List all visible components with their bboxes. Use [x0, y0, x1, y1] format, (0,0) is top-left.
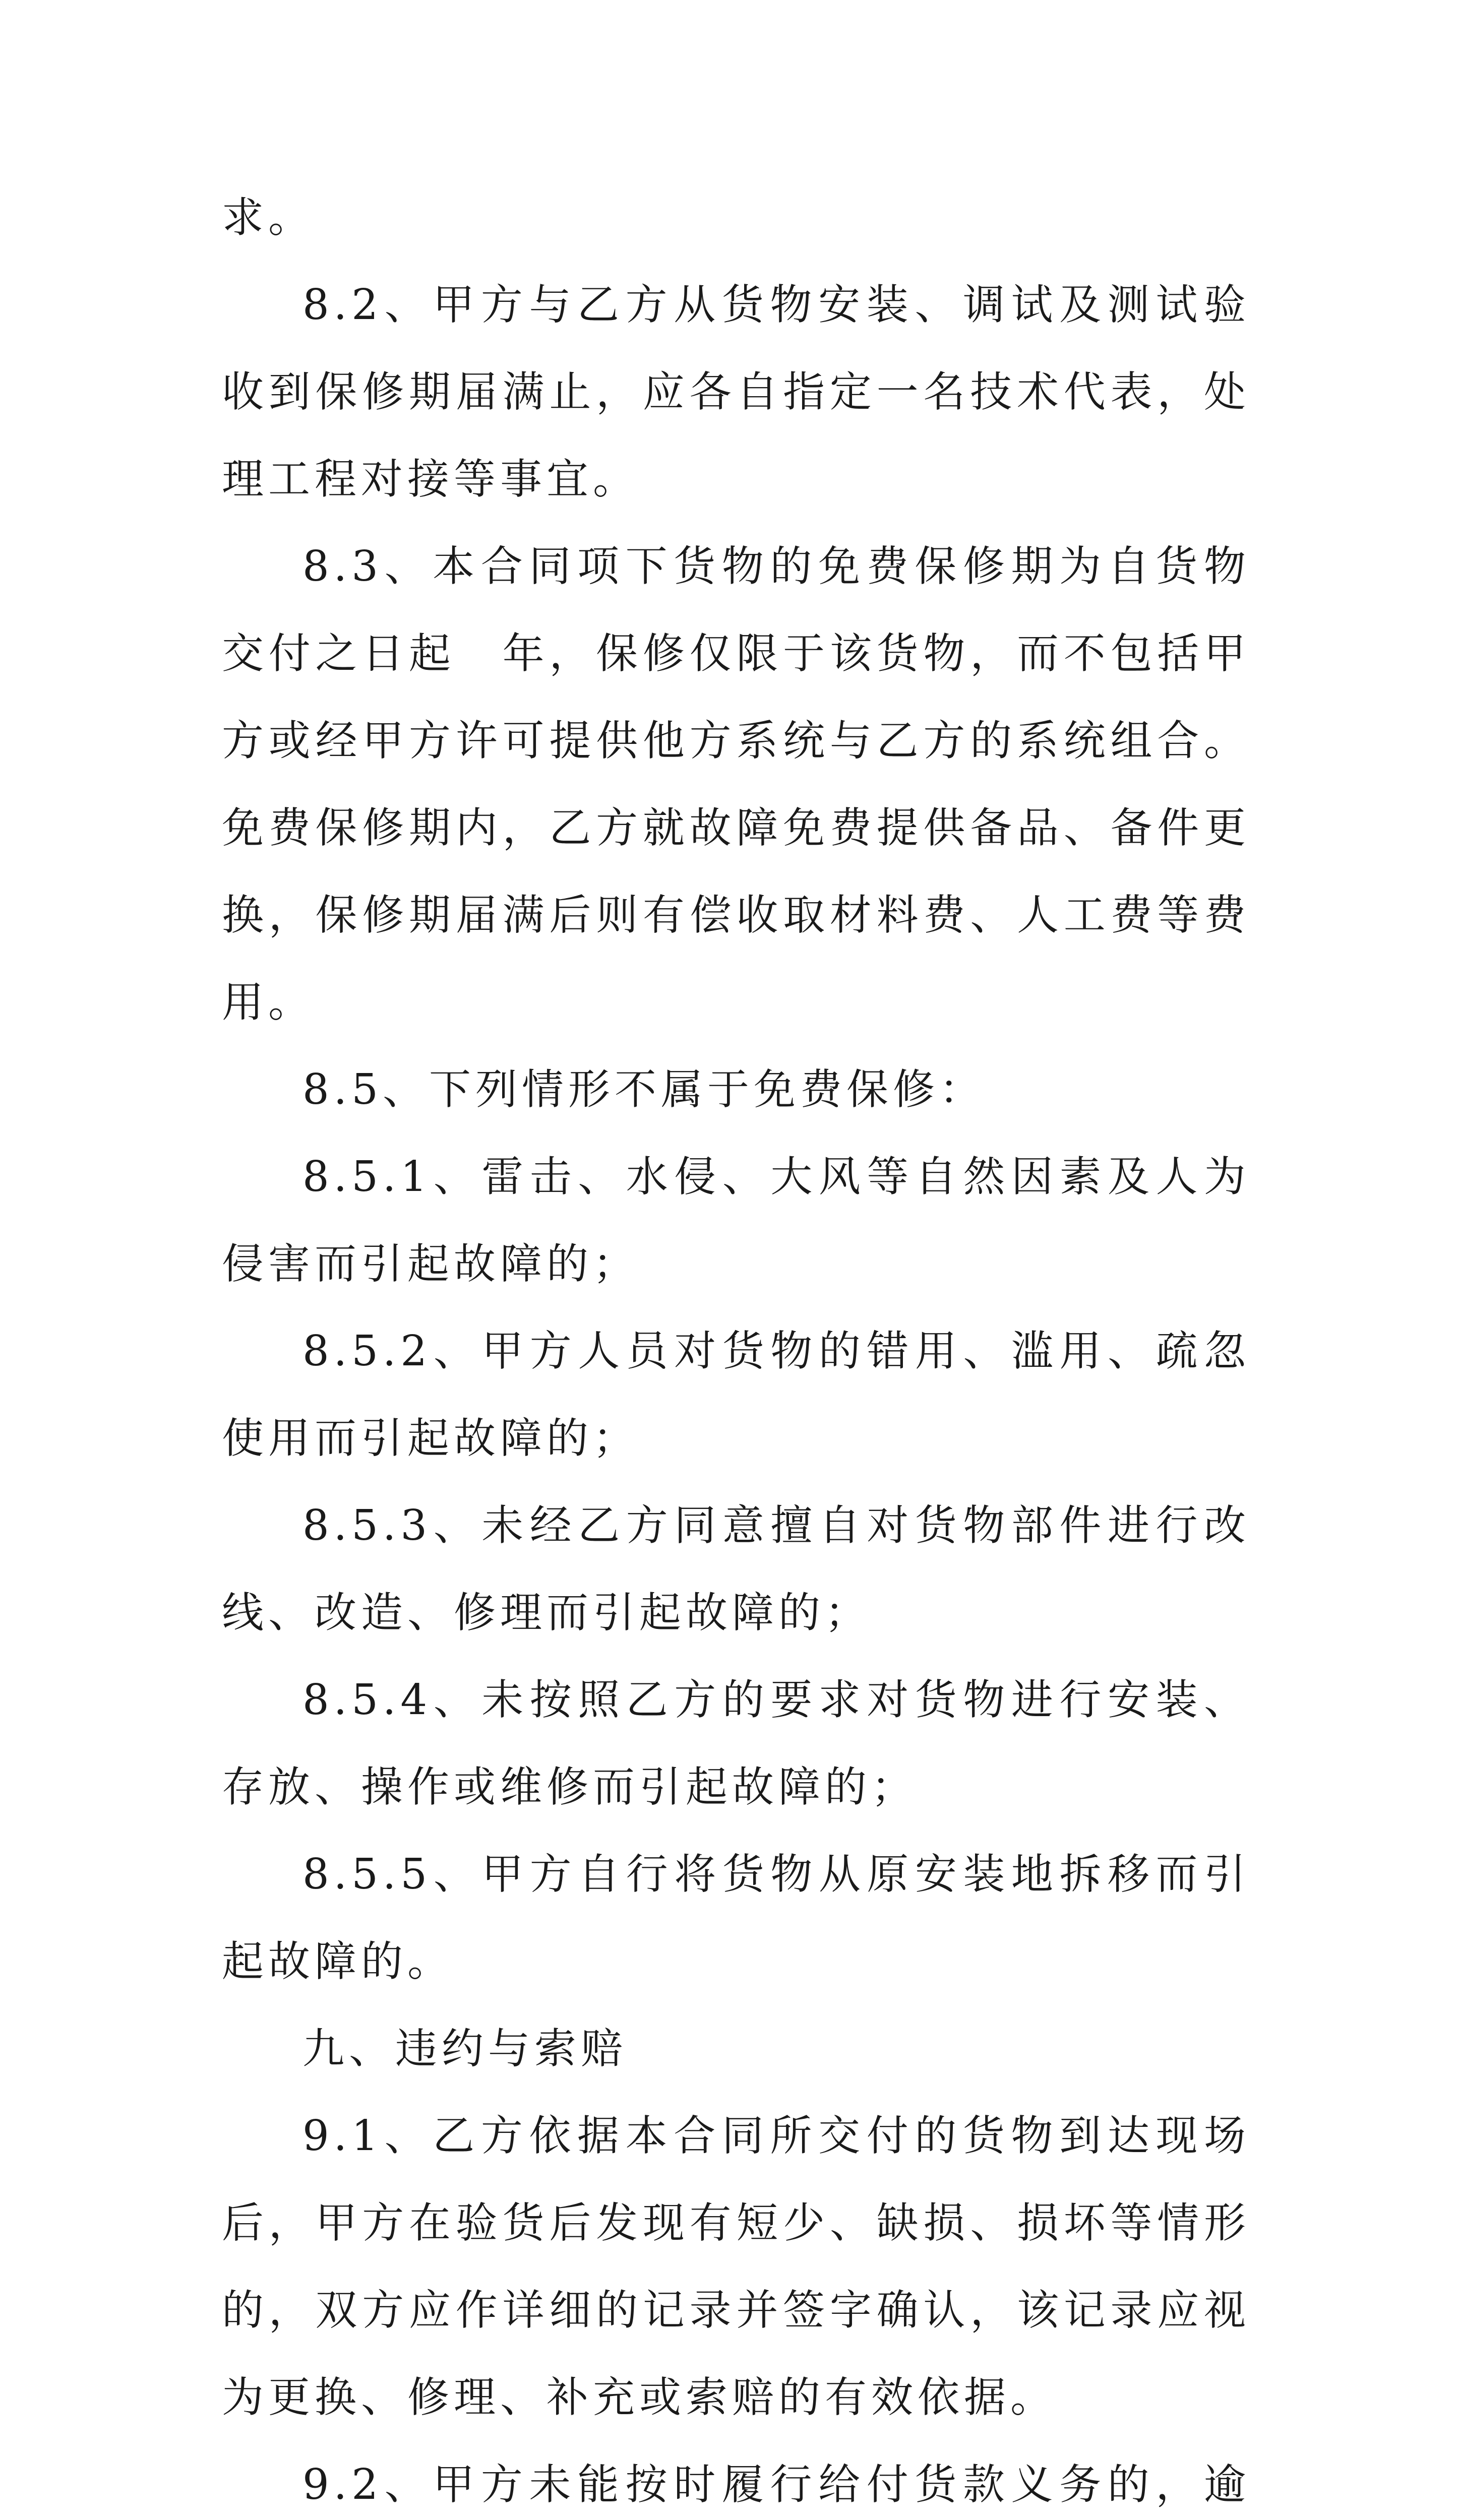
paragraph-clause-8-5-4: 8.5.4、未按照乙方的要求对货物进行安装、存放、操作或维修而引起故障的；	[222, 1675, 1250, 1811]
paragraph-clause-8-5-3: 8.5.3、未经乙方同意擅自对货物部件进行改线、改造、修理而引起故障的；	[222, 1501, 1250, 1637]
paragraph-clause-8-2: 8.2、甲方与乙方从货物安装、调试及测试验收到保修期届满止，应各自指定一名技术代表，处理工程对接等事宜。	[222, 280, 1250, 503]
paragraph-continuation: 求。	[222, 193, 315, 242]
paragraph-clause-8-5-5: 8.5.5、甲方自行将货物从原安装地拆移而引起故障的。	[222, 1850, 1250, 1986]
paragraph-clause-8-3: 8.3、本合同项下货物的免费保修期为自货物交付之日起 年，保修仅限于该货物，而不包括甲方或经甲方许可提供他方系统与乙方的系统组合。免费保修期内，乙方就故障免费提供备品、备件更换，保修期届满后则有偿收取材料费、人工费等费用。	[222, 542, 1250, 1027]
paragraph-clause-8-5-1: 8.5.1、雷击、水侵、大风等自然因素及人为侵害而引起故障的；	[222, 1152, 1250, 1288]
paragraph-clause-8-5-2: 8.5.2、甲方人员对货物的错用、滥用、疏忽使用而引起故障的；	[222, 1327, 1250, 1463]
paragraph-clause-9-1: 9.1、乙方依据本合同所交付的货物到达现场后，甲方在验货后发现有短少、缺损、损坏等情形的，双方应作详细的记录并签字确认，该记录应视为更换、修理、补充或索赔的有效依据。	[222, 2111, 1250, 2422]
document-body	[222, 174, 1250, 2520]
paragraph-clause-9-2: 9.2、甲方未能按时履行给付货款义务的，逾	[302, 2460, 1250, 2509]
paragraph-clause-8-5: 8.5、下列情形不属于免费保修：	[302, 1065, 986, 1114]
section-heading-9: 九、违约与索赔	[302, 2024, 627, 2073]
